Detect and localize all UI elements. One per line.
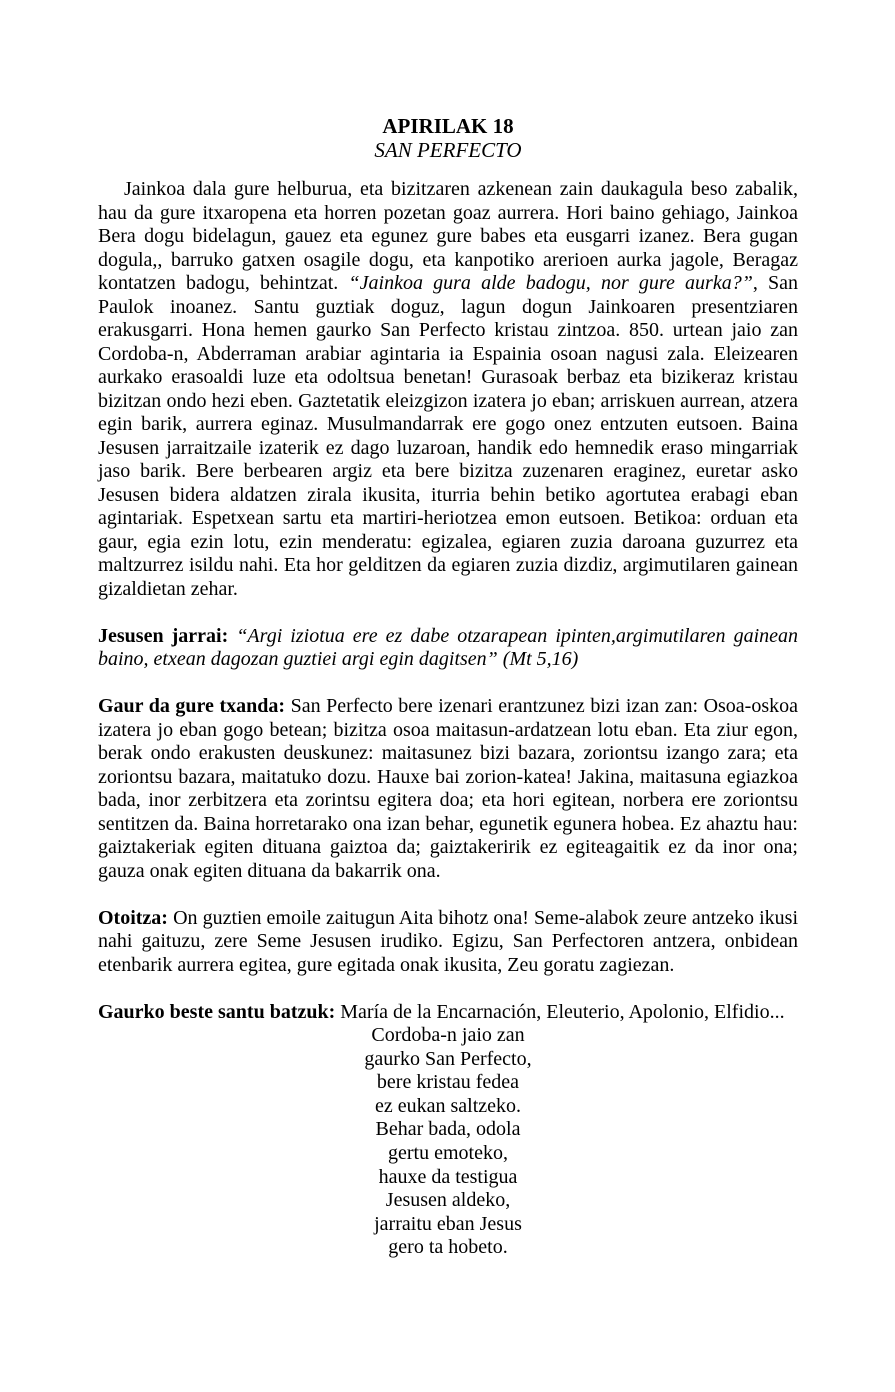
intro-text-after-quote: , San Paulok inoanez. Santu guztiak doguz, lagun dogun Jainkoaren presentziaren erakusgarri. Hona hemen gaurko San Perfecto kristau zintzoa. 850. urtean jaio zan Cordoba-n, Abderraman arabiar agintaria ia Espainia osoan nagusi zala. Eleizearen aurkako erasoaldi luze eta odoltsua benetan! Gurasoak berbaz eta bizikeraz kristau bizitzan ondo hezi eben. Gaztetatik eleizgizon izatera jo eban; arriskuen aurrean, atzera egin barik, aurrera eginaz. Musulmandarrak ere gogo onez entzuten eutsoen. Baina Jesusen jarraitzaile izaterik ez dago luzaroan, handik edo hemnedik eraso mingarriak jaso barik. Bere berbearen argiz eta bere bizitza zuzenaren eraginez, euretar asko Jesusen bidera aldatzen zirala ikusita, iturria behin betiko agortutea erabagi eban agintariak. Espetxean sartu eta martiri-heriotzea emon eutsoen. Betikoa: orduan eta gaur, egia ezin lotu, ezin menderatu: egizalea, egiaren zuzia daroana guzurrez eta maltzurrez isildu nahi. Eta hor gelditzen da egiaren zuzia dizdiz, argimutilaren gainean gizaldietan zehar.	[98, 272, 799, 600]
poem-line: gaurko San Perfecto,	[364, 1047, 532, 1070]
page-title: APIRILAK 18	[382, 114, 514, 138]
page-subtitle: SAN PERFECTO	[374, 137, 522, 162]
section-label: Jesusen jarrai:	[98, 624, 229, 647]
poem-line: bere kristau fedea	[376, 1071, 520, 1094]
section-gaur-da-gure-txanda	[98, 695, 798, 883]
poem-line: hauxe da testigua	[378, 1165, 518, 1188]
intro-scripture-quote: “Jainkoa gura alde badogu, nor gure aurka?”	[348, 272, 753, 294]
section-quote: “Argi iziotua ere ez dabe otzarapean ipinten,argimutilaren gainean baino, etxean dagozan guztiei argi egin dagitsen” (Mt 5,16)	[98, 624, 798, 670]
poem-line: gero ta hobeto.	[388, 1236, 508, 1259]
poem-line: jarraitu eban Jesus	[374, 1212, 522, 1235]
section-label: Gaurko beste santu batzuk:	[98, 1000, 336, 1023]
section-text: On guztien emoile zaitugun Aita bihotz ona! Seme-alabok zeure antzeko ikusi nahi gaituzu, zere Seme Jesusen irudiko. Egizu, San Perfectoren antzera, onbidean etenbarik aurrera egitea, gure egitada onak ikusita, Zeu goratu zagiezan.	[98, 906, 798, 976]
intro-text-before-quote: Jainkoa dala gure helburua, eta bizitzaren azkenean zain daukagula beso zabalik, hau da gure itxaropena eta horren pozetan goaz aurrera. Hori baino gehiago, Jainkoa Bera dogu bidelagun, gauez eta egunez gure babes eta eusgarri izanez. Bera gugan dogula,, barruko gatxen osagile dogu, eta kanpotiko arerioen aurka jagole, Beragaz kontatzen badogu, behintzat.	[98, 178, 798, 294]
poem-line: Behar bada, odola	[375, 1118, 521, 1141]
section-jesusen-jarrai	[98, 625, 798, 672]
section-text: San Perfecto bere izenari erantzunez bizi izan zan: Osoa-oskoa izatera jo eban gogo betean; bizitza osoa maitasun-ardatzean lotu eban. Eta ziur egon, berak ondo erakusten deuskunez: maitasunez bizi bazara, zoriontsu izango zara; eta zoriontsu bazara, maitatuko dozu. Hauxe bai zorion-katea! Jakina, maitasuna egiazkoa bada, inor zerbitzera eta zorintsu egitera doa; eta hori egitean, norbera ere zoriontsu sentitzen da. Baina horretarako ona izan behar, egunetik egunera hobea. Ez ahaztu hau: gaiztakeriak egiten dituana gaiztoa da; gaiztakeririk ez egiteagaitik ez da inor ona; gauza onak egiten dituana da bakarrik ona.	[98, 695, 798, 882]
section-text: María de la Encarnación, Eleuterio, Apolonio, Elfidio...	[340, 1000, 785, 1023]
closing-poem	[98, 1024, 798, 1260]
poem-line: Cordoba-n jaio zan	[371, 1024, 525, 1046]
section-label: Gaur da gure txanda:	[98, 695, 286, 717]
poem-line: ez eukan saltzeko.	[374, 1094, 522, 1117]
intro-paragraph	[98, 178, 798, 601]
poem-line: gertu emoteko,	[388, 1141, 508, 1164]
section-gaurko-beste-santu-batzuk	[98, 1001, 798, 1025]
section-label: Otoitza:	[98, 906, 168, 929]
section-otoitza	[98, 907, 798, 978]
poem-line: Jesusen aldeko,	[385, 1189, 511, 1212]
